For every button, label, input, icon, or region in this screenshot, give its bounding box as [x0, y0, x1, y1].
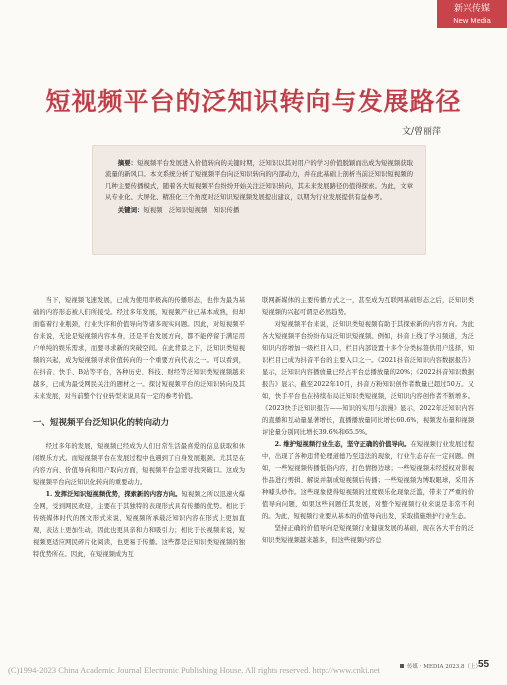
column-tag-en: New Media — [453, 16, 491, 25]
subsection1-text: 短视频之所以迅速火爆全网，受到网民欢迎，主要在于其独特的表现形式具有传播的优势。相比于传统媒体时代的图文形式来说，短视频所承载泛知识内容在形式上更加直观，表达上更加生动，因此也更具亲和力和吸引力；相比于长视频来说，短视频更适应网民碎片化阅读，也更易于传播。这些都是泛知识类短视频的独特优势所在。因此，在短视频成为互 — [33, 491, 245, 558]
continued-paragraph: 联网新媒体的主要传播方式之一，甚至成为互联网基础形态之后，泛知识类短视频的兴起可谓是必然趋势。 — [262, 297, 474, 316]
column-tag-cn: 新兴传媒 — [453, 4, 490, 14]
column-tag — [437, 0, 507, 28]
intro-paragraph: 当下，短视频飞速发展，已成为使用率极高的传播形态，也作为最为基础的内容形态被人们所接受。经过多年发展，短视频产业已基本成熟，但却面临着行业瓶颈，行业失序和价值导向等诸多现实问题。因此，对短视频平台来说，无论是短视频内容本身，还是平台发展方向，都不能停留于满足用户单纯的娱乐需求，而要寻求新的突破空间。在此背景之下，泛知识类短视频的兴起，成为短视频寻求价值转向的一个重要方向代表之一。可以看到，在抖音、快手、B站等平台，各种历史、科技、财经等泛知识类短视频越来越多，已成为最受网民关注的题材之一。探讨短视频平台的泛知识转向及其未来发展，对当前整个行业转型来说具有一定的参考价值。 — [33, 297, 245, 400]
abstract-box — [92, 145, 426, 255]
subsection2-lead: 2. 维护短视频行业生态，坚守正确的价值导向。 — [274, 441, 411, 448]
platform-data-paragraph: 对短视频平台来说，泛知识类短视频有助于其探索新的内容方向。为此各大短视频平台纷纷布局泛知识短视频。例如，抖音上线了学习频道，为泛知识内容增加一级栏目入口，栏目内部设置十多个分类标签供用户选择，知识栏目已成为抖音平台的主要入口之一。《2021抖音泛知识内容数据报告》显示，泛知识内容播放量已经占平台总播放量的20%；《2022抖音知识数据报告》显示，截至2022年10月，抖音万粉知识创作者数量已超过50万。又如，快手平台也在持续布局泛知识类短视频，泛知识内容创作者不断增多。《2023快手泛知识报告——知识的实用与浪漫》显示，2022年泛知识内容的直播和互动量显著增长，直播播放量同比增长60.6%，视频发布量和视频评论量分别同比增长39.6%和65.5%。 — [262, 321, 474, 436]
subsection1-lead: 1. 发挥泛知识短视频优势，探索新的内容方向。 — [45, 491, 182, 498]
journal-footer — [400, 662, 481, 670]
section-heading-1: 一、短视频平台泛知识化的转向动力 — [33, 418, 170, 428]
article-title: 短视频平台的泛知识转向与发展路径 — [45, 87, 462, 116]
square-bullet-icon — [400, 664, 404, 668]
subsection2-text: 在短视频行业发展过程中，出现了各种违背伦理道德乃至违法的现象，行业生态存在一定问题。例如，一些短视频传播低俗内容，打色情擦边球；一些短视频未经授权对影视作品进行剪辑、解说并制成短视频后传播；一些短视频为博取眼球，采用各种噱头炒作。这些现象使得短视频的过度娱乐化现象泛滥，带来了严重的价值导向问题，如果这些问题任其发展，对整个短视频行业来说是非常不利的。为此，短视频行业要从基本的价值导向出发，采取措施维护行业生态。 — [262, 441, 474, 520]
keywords-label: 关键词： — [117, 206, 144, 215]
abstract-label: 摘要： — [117, 159, 138, 167]
abstract-text: 短视频平台发展进入价值转向的关键时期，泛知识以其对用户的学习价值脱颖而出成为短视频获取流量的新风口。本文系统分析了短视频平台向泛知识转向的内部动力，并在此基础上剖析当前泛知识短视频的几种主要传播模式，随着各大短视频平台纷纷开始关注泛知识转向，其未来发展路径仍值得探索。为此，文章从专业化、大屏化、精准化三个角度对泛知识短视频发展提出建议，以期为行业发展提供有益参考。 — [105, 159, 414, 201]
journal-name: 传媒 · MEDIA 2023.8（上） — [407, 664, 481, 670]
subsection1-paragraph — [33, 489, 245, 561]
section1-paragraph: 经过多年的发展，短视频已经成为人们日常生活最喜爱的信息获取和休闲娱乐方式。而短视频平台在发展过程中也遇到了自身发展瓶颈。尤其是在内容方向、价值导向和用户取向方面，短视频平台急需寻找突破口。这成为短视频平台向泛知识化转向的重要动力。 — [33, 443, 245, 486]
subsection2-paragraph — [262, 439, 474, 523]
keywords — [105, 205, 413, 216]
article-author: 文/曾丽萍 — [402, 127, 442, 137]
page-number: 55 — [478, 659, 490, 670]
left-column — [33, 295, 245, 561]
value-orientation-paragraph: 坚持正确的价值导向是短视频行业健康发展的基础，现在各大平台的泛知识类短视频越来越多，但这些视频内容总 — [262, 525, 474, 544]
right-column — [262, 295, 474, 547]
keywords-text: 短视频 泛知识短视频 知识传播 — [143, 206, 240, 215]
abstract — [105, 158, 413, 203]
cnki-watermark: (C)1994-2023 China Academic Journal Electronic Publishing House. All rights reserved. http://www.cnki.net — [8, 665, 380, 675]
